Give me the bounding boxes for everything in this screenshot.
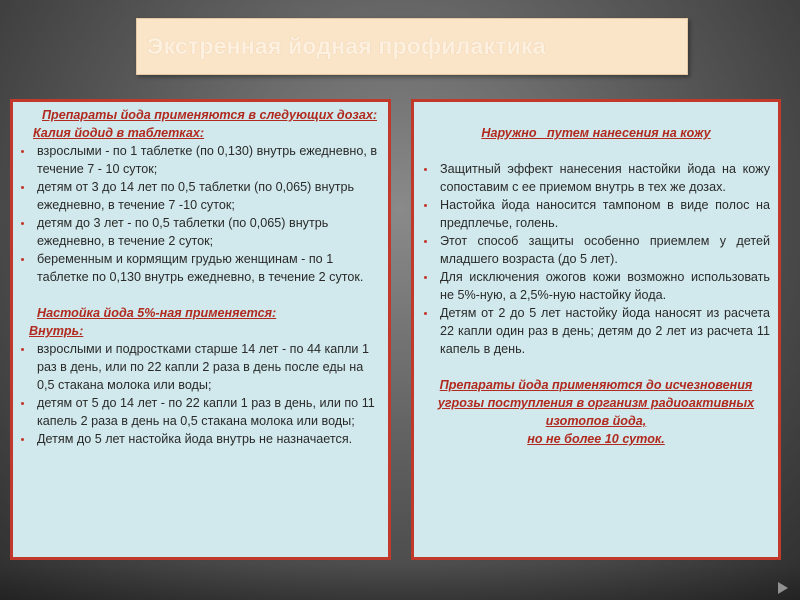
tincture-list — [19, 340, 380, 448]
list-item: Настойка йода наносится тампоном в виде полос на предплечье, голень. — [422, 196, 770, 232]
list-item: Детям до 5 лет настойка йода внутрь не назначается. — [19, 430, 380, 448]
list-item: Защитный эффект нанесения настойки йода на кожу сопоставим с ее приемом внутрь в тех же дозах. — [422, 160, 770, 196]
list-item: детям от 3 до 14 лет по 0,5 таблетки (по 0,065) внутрь ежедневно, в течение 7 -10 суток; — [19, 178, 380, 214]
slide-title: Экстренная йодная профилактика — [147, 33, 546, 59]
list-item: детям до 3 лет - по 0,5 таблетки (по 0,065) внутрь ежедневно, в течение 2 суток; — [19, 214, 380, 250]
tablets-heading: Калия йодид в таблетках: — [33, 126, 205, 140]
list-item: беременным и кормящим грудью женщинам - по 1 таблетке по 0,130 внутрь ежедневно, в течение 2 суток. — [19, 250, 380, 286]
list-item: Для исключения ожогов кожи возможно использовать не 5%-ную, а 2,5%-ную настойку йода. — [422, 268, 770, 304]
right-panel — [411, 99, 781, 560]
inside-heading: Внутрь: — [29, 324, 84, 338]
tincture-heading: Настойка йода 5%-ная применяется: — [37, 306, 277, 320]
list-item: Этот способ защиты особенно приемлем у детей младшего возраста (до 5 лет). — [422, 232, 770, 268]
right-heading: Наружно путем нанесения на кожу — [481, 126, 711, 140]
next-slide-arrow-icon[interactable] — [778, 582, 788, 594]
closing-note: Препараты йода применяются до исчезновения угрозы поступления в организм радиоактивных изотопов йода, — [437, 378, 755, 428]
list-item: взрослыми и подростками старше 14 лет - по 44 капли 1 раз в день, или по 22 капли 2 раза в день после еды на 0,5 стакана молока или воды; — [19, 340, 380, 394]
list-item: детям от 5 до 14 лет - по 22 капли 1 раз в день, или по 11 капель 2 раза в день на 0,5 стакана молока или воды; — [19, 394, 380, 430]
tablets-list — [19, 142, 380, 286]
list-item: Детям от 2 до 5 лет настойку йода наносят из расчета 22 капли один раз в день; детям до 2 лет из расчета 11 капель в день. — [422, 304, 770, 358]
bottom-shadow — [0, 564, 800, 600]
external-list — [422, 160, 770, 358]
left-panel — [10, 99, 391, 560]
title-box — [136, 18, 688, 75]
closing-note-last: но не более 10 суток. — [527, 432, 665, 446]
list-item: взрослыми - по 1 таблетке (по 0,130) внутрь ежедневно, в течение 7 - 10 суток; — [19, 142, 380, 178]
left-heading: Препараты йода применяются в следующих дозах: — [41, 108, 378, 122]
